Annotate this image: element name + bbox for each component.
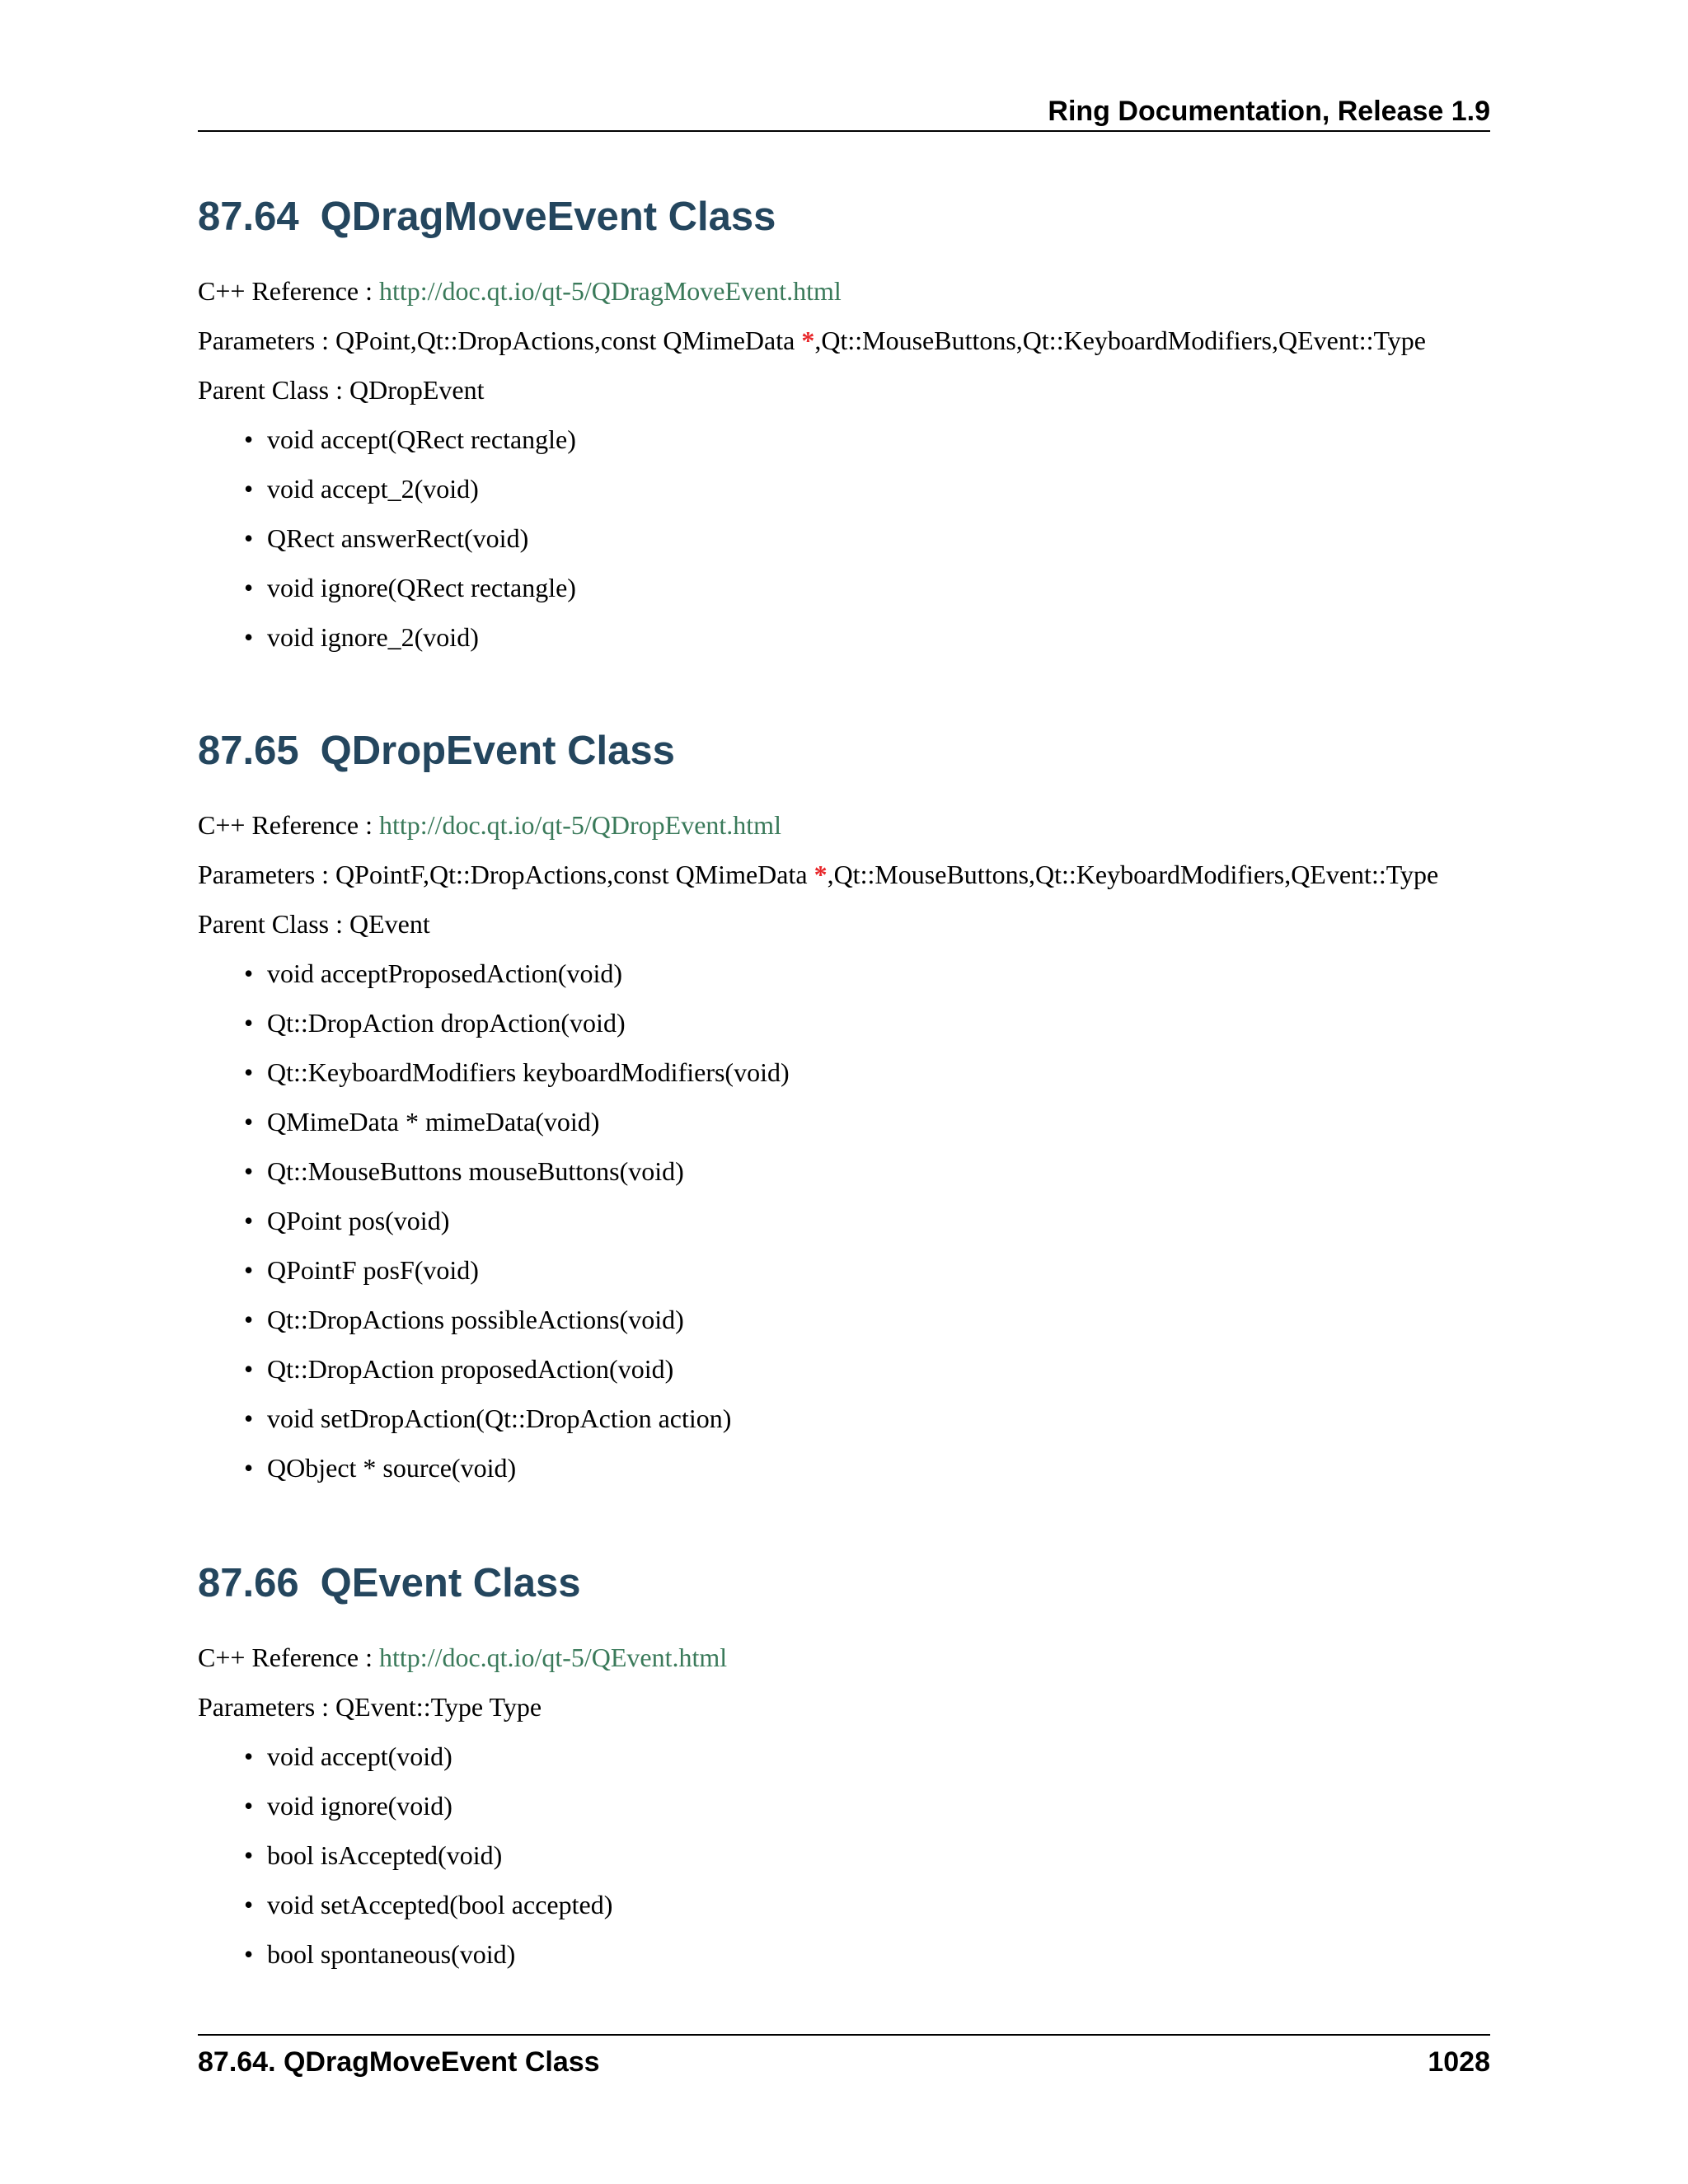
bullet-icon: • bbox=[244, 1791, 254, 1821]
cpp-reference-line bbox=[198, 1633, 1490, 1682]
method-signature: void accept_2(void) bbox=[267, 474, 479, 504]
method-signature: QPointF posF(void) bbox=[267, 1255, 479, 1285]
section-heading bbox=[198, 722, 1490, 780]
page-number: 1028 bbox=[1428, 2046, 1490, 2078]
section-title: QDragMoveEvent Class bbox=[320, 194, 776, 239]
method-signature: bool spontaneous(void) bbox=[267, 1939, 516, 1969]
method-item bbox=[198, 1047, 1490, 1097]
bullet-icon: • bbox=[244, 1939, 254, 1969]
method-list bbox=[198, 949, 1490, 1493]
method-item bbox=[198, 1097, 1490, 1146]
parameters-label: Parameters : bbox=[198, 1692, 336, 1722]
bullet-icon: • bbox=[244, 1057, 254, 1087]
parent-class-line bbox=[198, 365, 1490, 415]
bullet-icon: • bbox=[244, 958, 254, 988]
parameters-text-b: ,Qt::MouseButtons,Qt::KeyboardModifiers,QEvent::Type bbox=[827, 860, 1439, 889]
method-item bbox=[198, 612, 1490, 662]
bullet-icon: • bbox=[244, 1890, 254, 1919]
method-item bbox=[198, 998, 1490, 1047]
parent-class-name: QDropEvent bbox=[349, 375, 485, 405]
method-item bbox=[198, 1929, 1490, 1979]
parent-class-label: Parent Class : bbox=[198, 909, 349, 939]
parameters-text-a: QPoint,Qt::DropActions,const QMimeData bbox=[335, 326, 802, 355]
method-item bbox=[198, 949, 1490, 998]
method-signature: Qt::DropAction proposedAction(void) bbox=[267, 1354, 674, 1384]
method-signature: Qt::KeyboardModifiers keyboardModifiers(void) bbox=[267, 1057, 790, 1087]
method-signature: void acceptProposedAction(void) bbox=[267, 958, 622, 988]
method-signature: void ignore(QRect rectangle) bbox=[267, 573, 576, 602]
method-signature: QPoint pos(void) bbox=[267, 1206, 450, 1235]
method-item bbox=[198, 415, 1490, 464]
method-item bbox=[198, 513, 1490, 563]
cpp-reference-link[interactable]: http://doc.qt.io/qt-5/QEvent.html bbox=[379, 1643, 728, 1672]
method-item bbox=[198, 1732, 1490, 1781]
parameters-line bbox=[198, 850, 1490, 899]
parameters-label: Parameters : bbox=[198, 326, 336, 355]
cpp-reference-line bbox=[198, 800, 1490, 850]
parameters-line bbox=[198, 316, 1490, 365]
section-heading bbox=[198, 1554, 1490, 1612]
parameters-label: Parameters : bbox=[198, 860, 336, 889]
method-signature: void ignore(void) bbox=[267, 1791, 452, 1821]
section-number: 87.65 bbox=[198, 729, 299, 773]
method-item bbox=[198, 1245, 1490, 1295]
running-header bbox=[198, 92, 1490, 132]
bullet-icon: • bbox=[244, 1741, 254, 1771]
parent-class-line bbox=[198, 899, 1490, 949]
cpp-reference-link[interactable]: http://doc.qt.io/qt-5/QDragMoveEvent.html bbox=[379, 276, 842, 306]
method-signature: void accept(void) bbox=[267, 1741, 452, 1771]
bullet-icon: • bbox=[244, 1354, 254, 1384]
bullet-icon: • bbox=[244, 424, 254, 454]
section-title: QEvent Class bbox=[320, 1561, 581, 1605]
method-signature: QObject * source(void) bbox=[267, 1453, 517, 1483]
method-item bbox=[198, 1295, 1490, 1344]
bullet-icon: • bbox=[244, 573, 254, 602]
header-title: Ring Documentation, Release 1.9 bbox=[1048, 96, 1490, 127]
footer-section-label: 87.64. QDragMoveEvent Class bbox=[198, 2046, 600, 2078]
cpp-reference-label: C++ Reference : bbox=[198, 810, 379, 840]
method-item bbox=[198, 1344, 1490, 1394]
parameters-text-b: ,Qt::MouseButtons,Qt::KeyboardModifiers,QEvent::Type bbox=[814, 326, 1426, 355]
method-list bbox=[198, 415, 1490, 662]
running-footer bbox=[198, 2034, 1490, 2082]
parameters-line bbox=[198, 1682, 1490, 1732]
section-qdragmoveevent bbox=[198, 188, 1490, 662]
method-item bbox=[198, 1781, 1490, 1830]
method-signature: void setAccepted(bool accepted) bbox=[267, 1890, 613, 1919]
bullet-icon: • bbox=[244, 1206, 254, 1235]
bullet-icon: • bbox=[244, 622, 254, 652]
parent-class-name: QEvent bbox=[349, 909, 430, 939]
section-heading bbox=[198, 188, 1490, 246]
method-signature: void accept(QRect rectangle) bbox=[267, 424, 576, 454]
method-signature: QMimeData * mimeData(void) bbox=[267, 1107, 600, 1137]
parent-class-label: Parent Class : bbox=[198, 375, 349, 405]
method-item bbox=[198, 1146, 1490, 1196]
method-signature: void setDropAction(Qt::DropAction action) bbox=[267, 1404, 732, 1433]
bullet-icon: • bbox=[244, 1107, 254, 1137]
section-number: 87.66 bbox=[198, 1561, 299, 1605]
cpp-reference-label: C++ Reference : bbox=[198, 1643, 379, 1672]
method-signature: Qt::DropAction dropAction(void) bbox=[267, 1008, 626, 1038]
bullet-icon: • bbox=[244, 1404, 254, 1433]
cpp-reference-label: C++ Reference : bbox=[198, 276, 379, 306]
method-signature: void ignore_2(void) bbox=[267, 622, 479, 652]
bullet-icon: • bbox=[244, 474, 254, 504]
parameters-text: QEvent::Type Type bbox=[335, 1692, 542, 1722]
parameters-text-a: QPointF,Qt::DropActions,const QMimeData bbox=[335, 860, 814, 889]
bullet-icon: • bbox=[244, 1008, 254, 1038]
bullet-icon: • bbox=[244, 1255, 254, 1285]
bullet-icon: • bbox=[244, 1453, 254, 1483]
bullet-icon: • bbox=[244, 1305, 254, 1334]
bullet-icon: • bbox=[244, 1840, 254, 1870]
method-signature: Qt::DropActions possibleActions(void) bbox=[267, 1305, 684, 1334]
bullet-icon: • bbox=[244, 1156, 254, 1186]
method-list bbox=[198, 1732, 1490, 1979]
document-page bbox=[198, 0, 1490, 2184]
section-qevent bbox=[198, 1554, 1490, 1979]
method-item bbox=[198, 1394, 1490, 1443]
method-signature: bool isAccepted(void) bbox=[267, 1840, 503, 1870]
method-item bbox=[198, 464, 1490, 513]
section-number: 87.64 bbox=[198, 194, 299, 239]
method-item bbox=[198, 1830, 1490, 1880]
cpp-reference-link[interactable]: http://doc.qt.io/qt-5/QDropEvent.html bbox=[379, 810, 781, 840]
cpp-reference-line bbox=[198, 266, 1490, 316]
pointer-star: * bbox=[801, 326, 815, 355]
section-title: QDropEvent Class bbox=[320, 729, 675, 773]
method-item bbox=[198, 1880, 1490, 1929]
method-item bbox=[198, 1196, 1490, 1245]
method-signature: Qt::MouseButtons mouseButtons(void) bbox=[267, 1156, 684, 1186]
method-item bbox=[198, 563, 1490, 612]
method-item bbox=[198, 1443, 1490, 1493]
bullet-icon: • bbox=[244, 523, 254, 553]
pointer-star: * bbox=[814, 860, 828, 889]
method-signature: QRect answerRect(void) bbox=[267, 523, 529, 553]
section-qdropevent bbox=[198, 722, 1490, 1493]
